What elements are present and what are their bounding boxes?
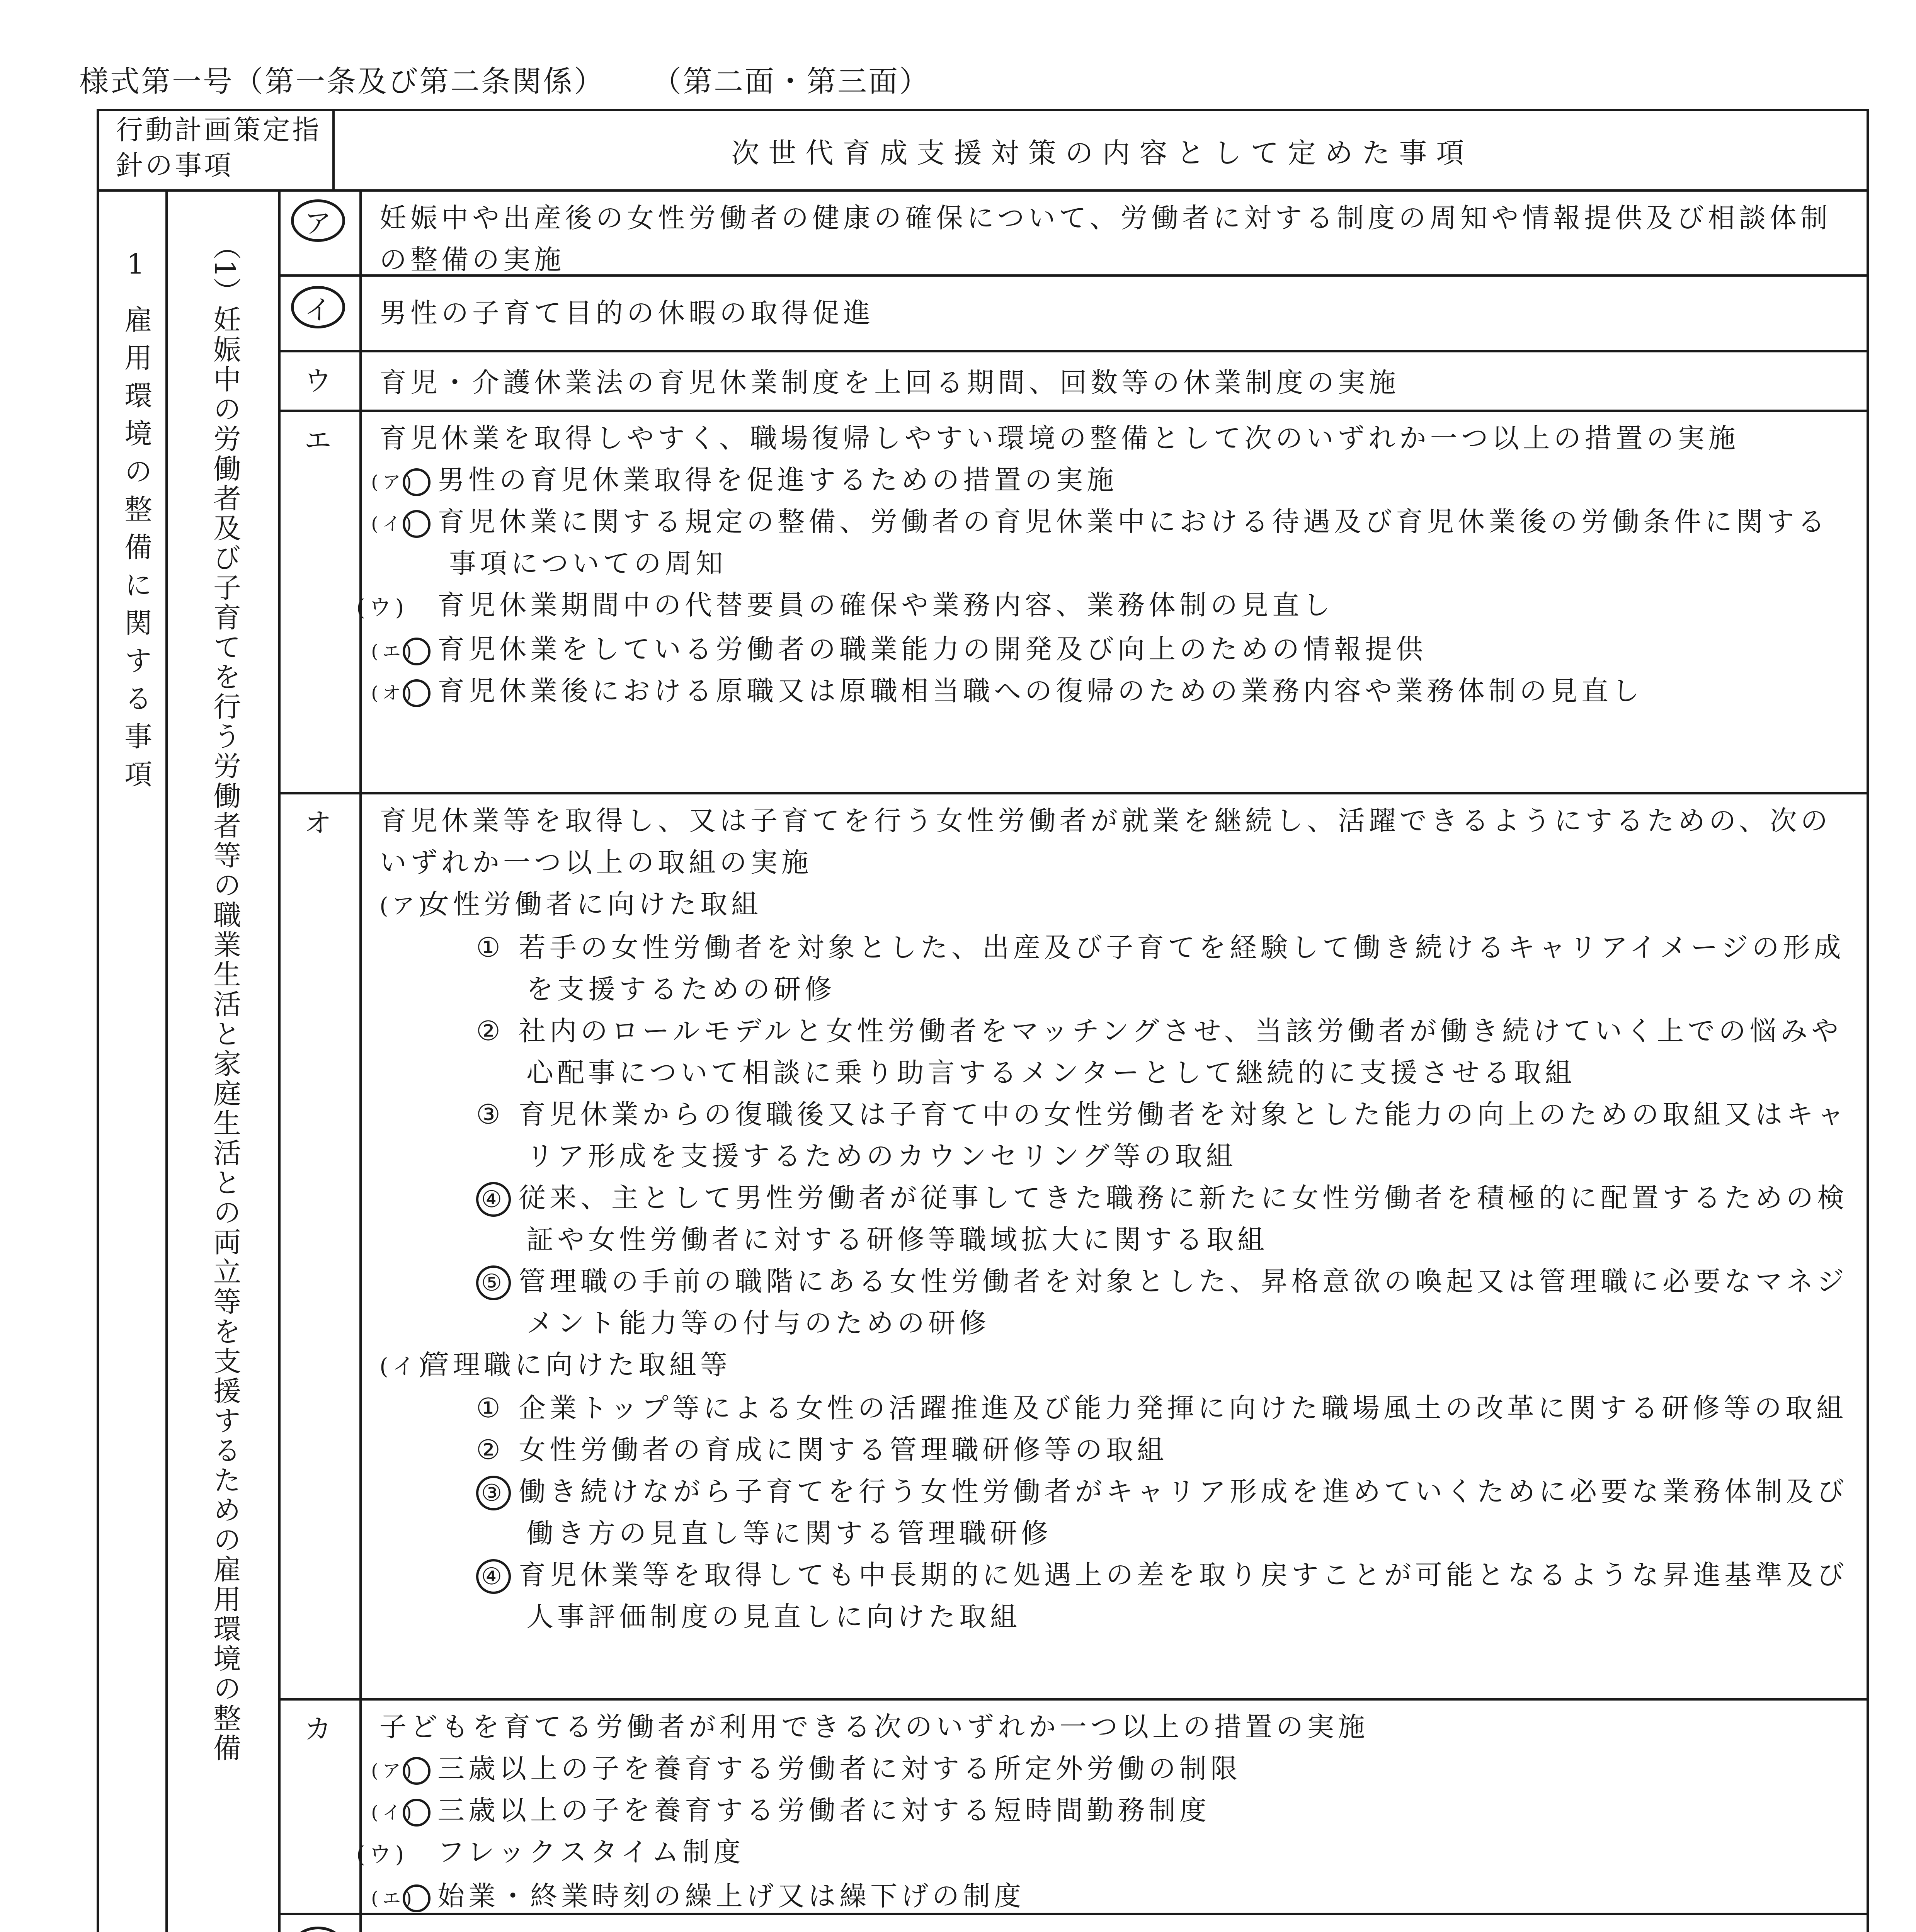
section-column	[112, 245, 155, 282]
sub-item	[371, 1748, 1857, 1789]
section-number: 1	[127, 248, 155, 280]
item-label	[278, 286, 357, 328]
item-content	[356, 417, 1857, 712]
sub-mark: (ウ)	[356, 1841, 408, 1867]
point-text: 若手の女性労働者を対象とした、出産及び子育てを経験して働き続けるキャリアイメージの形成を支援するための研修	[519, 932, 1845, 1005]
point-item	[379, 1010, 1857, 1094]
group-mark: (ア)	[379, 893, 431, 919]
sub-mark: (イ)	[403, 510, 431, 538]
circle-mark: イ	[291, 286, 345, 328]
sub-mark: (ウ)	[356, 594, 408, 621]
item-row	[278, 192, 1868, 274]
header-right: 次世代育成支援対策の内容として定めた事項	[731, 137, 1474, 169]
point-num: ③	[476, 1099, 504, 1130]
form-title	[79, 58, 930, 100]
point-text: 育児休業からの復職後又は子育て中の女性労働者を対象とした能力の向上のための取組又はキャリア形成を支援するためのカウンセリング等の取組	[519, 1099, 1848, 1172]
group-title: 管理職に向けた取組等	[422, 1349, 731, 1381]
sub-text: 育児休業に関する規定の整備、労働者の育児休業中における待遇及び育児休業後の労働条件に関する事項についての周知	[437, 506, 1829, 579]
point-text: 育児休業等を取得しても中長期的に処遇上の差を取り戻すことが可能となるような昇進基準及び人事評価制度の見直しに向けた取組	[519, 1559, 1848, 1633]
sub-text: 始業・終業時刻の繰上げ又は繰下げの制度	[437, 1880, 1025, 1912]
item-content	[379, 800, 1857, 1638]
point-num: ①	[476, 932, 504, 963]
item-label: カ	[304, 1713, 332, 1745]
point-num-circled: ③	[476, 1476, 511, 1510]
point-item	[379, 927, 1857, 1010]
item-text	[379, 1930, 1857, 1932]
table-top-border	[97, 109, 1868, 111]
item-row	[278, 352, 1868, 410]
sub-item	[371, 670, 1857, 712]
point-text: 管理職の手前の職階にある女性労働者を対象とした、昇格意欲の喚起又は管理職に必要なマネジメント能力等の付与のための研修	[519, 1265, 1848, 1339]
header-divider	[332, 109, 335, 189]
point-text: 女性労働者の育成に関する管理職研修等の取組	[519, 1434, 1168, 1466]
subsection-number: （1）	[209, 232, 241, 305]
section-title: 雇用環境の整備に関する事項	[120, 305, 152, 798]
item-text: 子どもを育てる労働者が利用できる次のいずれか一つ以上の措置の実施	[379, 1711, 1369, 1743]
sub-item	[356, 1831, 1857, 1875]
point-num-circled: ⑤	[476, 1265, 511, 1300]
group-heading	[379, 883, 1857, 927]
sub-text: 育児休業期間中の代替要員の確保や業務内容、業務体制の見直し	[437, 589, 1334, 621]
item-label: オ	[304, 807, 332, 839]
table-left-border	[97, 109, 99, 1932]
point-item	[379, 1177, 1857, 1260]
point-num: ①	[476, 1392, 504, 1424]
sub-item	[371, 459, 1857, 501]
sub-mark: (イ)	[403, 1799, 431, 1827]
col-a-divider	[165, 189, 168, 1932]
sub-text: 育児休業をしている労働者の職業能力の開発及び向上のための情報提供	[437, 633, 1427, 665]
sub-text: 育児休業後における原職又は原職相当職への復帰のための業務内容や業務体制の見直し	[437, 675, 1643, 707]
item-row	[278, 277, 1868, 350]
header-left: 行動計画策定指針の事項	[116, 114, 322, 181]
point-num: ②	[476, 1015, 504, 1047]
point-item	[379, 1260, 1857, 1344]
item-text: 男性の子育て目的の休暇の取得促進	[379, 297, 874, 329]
point-item	[379, 1094, 1857, 1177]
point-text: 働き続けながら子育てを行う女性労働者がキャリア形成を進めていくために必要な業務体制及び働き方の見直し等に関する管理職研修	[519, 1476, 1848, 1549]
sub-item	[371, 501, 1857, 584]
item-row	[278, 412, 1868, 792]
sub-mark: (ア)	[403, 1757, 431, 1785]
group-mark: (イ)	[379, 1353, 431, 1379]
point-num-circled: ④	[476, 1559, 511, 1594]
sub-mark: (ア)	[403, 468, 431, 496]
form-title-text: 様式第一号（第一条及び第二条関係）	[79, 64, 605, 99]
item-label	[278, 199, 357, 242]
point-num: ②	[476, 1434, 504, 1466]
item-text: 妊娠中や出産後の女性労働者の健康の確保について、労働者に対する制度の周知や情報提供及び相談体制の整備の実施	[379, 202, 1832, 276]
sub-text: フレックスタイム制度	[437, 1836, 745, 1868]
group-heading	[379, 1344, 1857, 1387]
item-row	[278, 1701, 1868, 1913]
sub-mark: (エ)	[403, 638, 431, 665]
item-label: エ	[304, 425, 332, 456]
sub-item	[371, 1875, 1857, 1917]
point-item	[379, 1554, 1857, 1638]
item-text: 育児・介護休業法の育児休業制度を上回る期間、回数等の休業制度の実施	[379, 367, 1400, 398]
sub-mark: (エ)	[403, 1884, 431, 1912]
sub-mark: (オ)	[403, 679, 431, 707]
item-row	[278, 794, 1868, 1698]
sub-text: 三歳以上の子を養育する労働者に対する短時間勤務制度	[437, 1794, 1210, 1826]
sub-item	[371, 628, 1857, 670]
sub-item	[371, 1789, 1857, 1831]
item-label	[278, 1927, 357, 1932]
item-label: ウ	[304, 365, 332, 397]
point-text: 社内のロールモデルと女性労働者をマッチングさせ、当該労働者が働き続けていく上での悩みや心配事について相談に乗り助言するメンターとして継続的に支援させる取組	[519, 1015, 1843, 1088]
sub-text: 男性の育児休業取得を促進するための措置の実施	[437, 464, 1118, 496]
group-title: 女性労働者に向けた取組	[422, 888, 762, 920]
item-text: 育児休業等を取得し、又は子育てを行う女性労働者が就業を継続し、活躍できるようにするための、次のいずれか一つ以上の取組の実施	[379, 805, 1832, 878]
point-text: 従来、主として男性労働者が従事してきた職務に新たに女性労働者を積極的に配置するための検証や女性労働者に対する研修等職域拡大に関する取組	[519, 1182, 1848, 1255]
point-num-circled: ④	[476, 1182, 511, 1217]
subsection-title: 妊娠中の労働者及び子育てを行う労働者等の職業生活と家庭生活との両立等を支援するための雇用環境の整備	[209, 305, 241, 1763]
point-item	[379, 1429, 1857, 1471]
sub-text: 三歳以上の子を養育する労働者に対する所定外労働の制限	[437, 1753, 1241, 1784]
form-pages: （第二面・第三面）	[667, 64, 930, 99]
sub-item	[356, 584, 1857, 628]
item-content	[356, 1706, 1857, 1917]
point-item	[379, 1471, 1857, 1554]
circle-mark	[291, 1927, 345, 1932]
circle-mark: ア	[291, 199, 345, 242]
item-row	[278, 1915, 1868, 1932]
item-text: 育児休業を取得しやすく、職場復帰しやすい環境の整備として次のいずれか一つ以上の措置の実施	[379, 422, 1739, 454]
point-item	[379, 1387, 1857, 1429]
point-text: 企業トップ等による女性の活躍推進及び能力発揮に向けた職場風土の改革に関する研修等の取組	[519, 1392, 1847, 1424]
